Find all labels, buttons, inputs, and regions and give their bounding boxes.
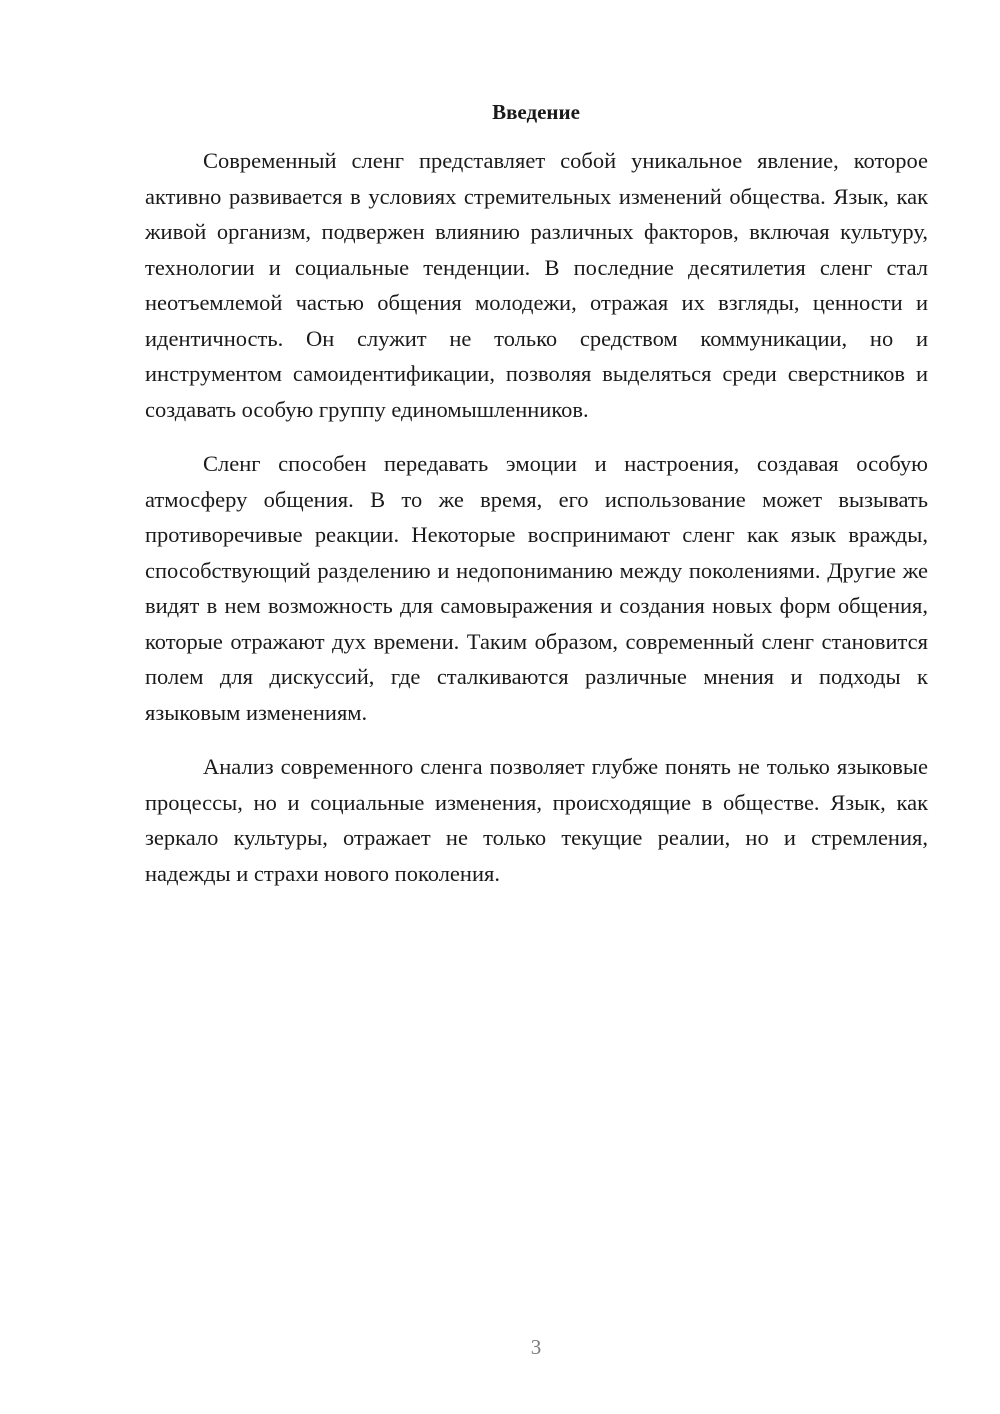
body-text xyxy=(145,143,928,910)
paragraph-2: Сленг способен передавать эмоции и настроения, создавая особую атмосферу общения. В то же время, его использование может вызывать противоречивые реакции. Некоторые воспринимают сленг как язык вражды, способствующий разделению и недопониманию между поколениями. Другие же видят в нем возможность для самовыражения и создания новых форм общения, которые отражают дух времени. Таким образом, современный сленг становится полем для дискуссий, где сталкиваются различные мнения и подходы к языковым изменениям. xyxy=(145,451,928,725)
page-number: 3 xyxy=(530,1335,542,1359)
paragraph-1: Современный сленг представляет собой уникальное явление, которое активно развивается в условиях стремительных изменений общества. Язык, как живой организм, подвержен влиянию различных факторов, включая культуру, технологии и социальные тенденции. В последние десятилетия сленг стал неотъемлемой частью общения молодежи, отражая их взгляды, ценности и идентичность. Он служит не только средством коммуникации, но и инструментом самоидентификации, позволяя выделяться среди сверстников и создавать особую группу единомышленников. xyxy=(145,148,928,422)
paragraph-3: Анализ современного сленга позволяет глубже понять не только языковые процессы, но и социальные изменения, происходящие в обществе. Язык, как зеркало культуры, отражает не только текущие реалии, но и стремления, надежды и страхи нового поколения. xyxy=(145,754,928,886)
section-heading: Введение xyxy=(492,100,580,124)
